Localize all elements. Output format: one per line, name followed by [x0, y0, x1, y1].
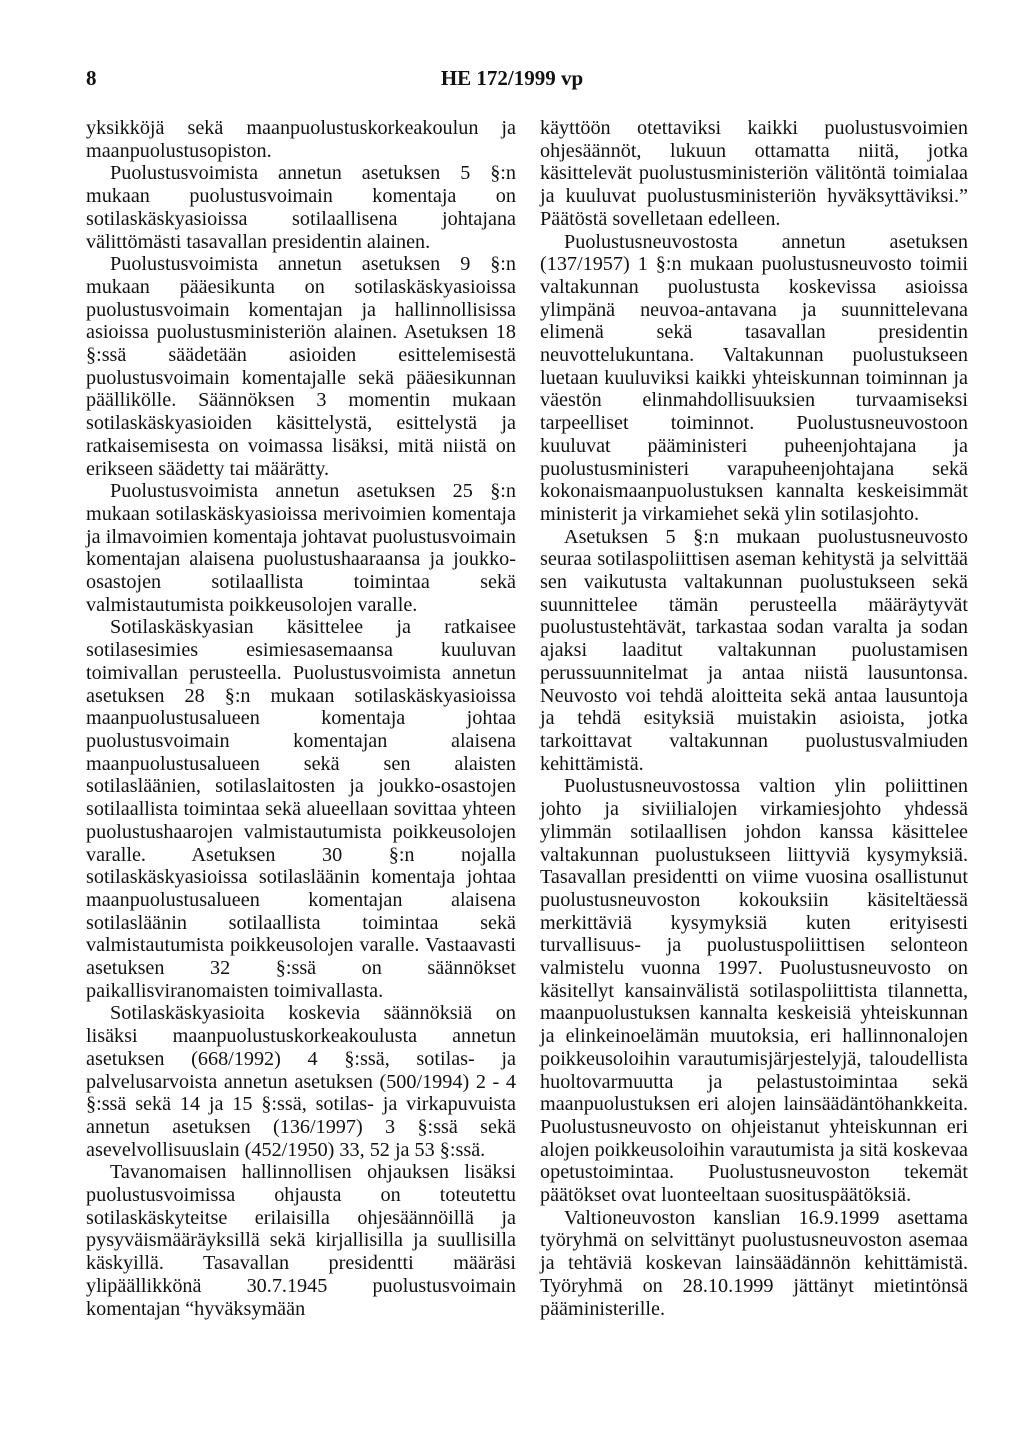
paragraph: Puolustusvoimista annetun asetuksen 9 §:n mukaan pääesikunta on sotilaskäskyasioissa puolustusvoimain komentajan ja hallinnollisissa asioissa puolustusministeriön alainen. Asetuksen 18 §:ssä säädetään asioiden esittelemisestä puolustusvoimain komentajalle sekä pääesikunnan päällikölle. Säännöksen 3 momentin mukaan sotilaskäskyasioiden käsittelystä, esittelystä ja ratkaisemisesta on voimassa lisäksi, mitä niistä on erikseen säädetty tai määrätty. [86, 253, 516, 480]
paragraph: Puolustusvoimista annetun asetuksen 5 §:n mukaan puolustusvoimain komentaja on sotilaskäskyasioissa sotilaallisena johtajana välittömästi tasavallan presidentin alainen. [86, 162, 516, 253]
paragraph: Puolustusvoimista annetun asetuksen 25 §:n mukaan sotilaskäskyasioissa merivoimien komentaja ja ilmavoimien komentaja johtavat puolustusvoimain komentajan alaisena puolustushaaraansa ja joukko-osastojen sotilaallista toimintaa sekä valmistautumista poikkeusolojen varalle. [86, 480, 516, 616]
page-number: 8 [86, 66, 97, 90]
paragraph: Sotilaskäskyasioita koskevia säännöksiä on lisäksi maanpuolustuskorkeakoulusta annetun asetuksen (668/1992) 4 §:ssä, sotilas- ja palvelusarvoista annetun asetuksen (500/1994) 2 - 4 §:ssä sekä 14 ja 15 §:ssä, sotilas- ja virkapuvuista annetun asetuksen (136/1997) 3 §:ssä sekä asevelvollisuuslain (452/1950) 33, 52 ja 53 §:ssä. [86, 1002, 516, 1161]
paragraph: Valtioneuvoston kanslian 16.9.1999 asettama työryhmä on selvittänyt puolustusneuvoston asemaa ja tehtäviä koskevan lainsäädännön kehittämistä. Työryhmä on 28.10.1999 jättänyt mietintönsä pääministerille. [540, 1206, 968, 1320]
paragraph: yksikköjä sekä maanpuolustuskorkeakoulun ja maanpuolustusopiston. [86, 117, 516, 162]
paragraph: Puolustusneuvostosta annetun asetuksen (137/1957) 1 §:n mukaan puolustusneuvosto toimii valtakunnan puolustusta koskevissa asioissa ylimpänä neuvoa-antavana ja suunnittelevana elimenä sekä tasavallan presidentin neuvottelukuntana. Valtakunnan puolustukseen luetaan kuuluviksi kaikki yhteiskunnan toiminnan ja väestön elinmahdollisuuksien turvaamiseksi tarpeelliset toiminnot. Puolustusneuvostoon kuuluvat pääministeri puheenjohtajana ja puolustusministeri varapuheenjohtajana sekä kokonaismaanpuolustuksen kannalta keskeisimmät ministerit ja virkamiehet sekä ylin sotilasjohto. [540, 230, 968, 525]
paragraph: Asetuksen 5 §:n mukaan puolustusneuvosto seuraa sotilaspoliittisen aseman kehitystä ja selvittää sen vaikutusta valtakunnan puolustukseen sekä suunnittelee tämän perusteella määräytyvät puolustustehtävät, tarkastaa sodan varalta ja sodan ajaksi laaditut valtakunnan puolustamisen perussuunnitelmat ja antaa niistä lausuntonsa. Neuvosto voi tehdä aloitteita sekä antaa lausuntoja ja tehdä esityksiä muistakin asioista, jotka tarkoittavat valtakunnan puolustusvalmiuden kehittämistä. [540, 525, 968, 775]
right-column [540, 117, 968, 1320]
left-column [86, 117, 516, 1320]
running-head: HE 172/1999 vp [440, 66, 584, 90]
paragraph: Puolustusneuvostossa valtion ylin poliittinen johto ja siviilialojen virkamiesjohto yhdessä ylimmän sotilaallisen johdon kanssa käsittelee valtakunnan puolustukseen liittyviä kysymyksiä. Tasavallan presidentti on viime vuosina osallistunut puolustusneuvoston kokouksiin käsiteltäessä merkittäviä kysymyksiä kuten erityisesti turvallisuus- ja puolustuspoliittisen selonteon valmistelu vuonna 1997. Puolustusneuvosto on käsitellyt kansainvälistä sotilaspoliittista tilannetta, maanpuolustuksen kannalta keskeisiä yhteiskunnan ja elinkeinoelämän muutoksia, eri hallinnonalojen poikkeusoloihin varautumisjärjestelyjä, taloudellista huoltovarmuutta ja pelastustoimintaa sekä maanpuolustuksen eri alojen lainsäädäntöhankkeita. Puolustusneuvosto on ohjeistanut yhteiskunnan eri alojen poikkeusoloihin varautumista ja sitä koskevaa opetustoimintaa. Puolustusneuvoston tekemät päätökset ovat luonteeltaan suosituspäätöksiä. [540, 775, 968, 1207]
paragraph: Tavanomaisen hallinnollisen ohjauksen lisäksi puolustusvoimissa ohjausta on toteutettu sotilaskäskyteitse erilaisilla ohjesäännöillä ja pysyväismääräyksillä sekä kirjallisilla ja suullisilla käskyillä. Tasavallan presidentti määräsi ylipäällikkönä 30.7.1945 puolustusvoimain komentajan “hyväksymään [86, 1161, 516, 1320]
paragraph: käyttöön otettaviksi kaikki puolustusvoimien ohjesäännöt, lukuun ottamatta niitä, jotka käsittelevät puolustusministeriön välitöntä toimialaa ja kuuluvat puolustusministeriön hyväksyttäviksi.” Päätöstä sovelletaan edelleen. [540, 117, 968, 230]
paragraph: Sotilaskäskyasian käsittelee ja ratkaisee sotilasesimies esimiesasemaansa kuuluvan toimivallan perusteella. Puolustusvoimista annetun asetuksen 28 §:n mukaan sotilaskäskyasioissa maanpuolustusalueen komentaja johtaa puolustusvoimain komentajan alaisena maanpuolustusalueen sekä sen alaisten sotilasläänien, sotilaslaitosten ja joukko-osastojen sotilaallista toimintaa sekä alueellaan sovittaa yhteen puolustushaarojen valmistautumista poikkeusolojen varalle. Asetuksen 30 §:n nojalla sotilaskäskyasioissa sotilasläänin komentaja johtaa maanpuolustusalueen komentajan alaisena sotilasläänin sotilaallista toimintaa sekä valmistautumista poikkeusolojen varalle. Vastaavasti asetuksen 32 §:ssä on säännökset paikallisviranomaisten toimivallasta. [86, 616, 516, 1002]
